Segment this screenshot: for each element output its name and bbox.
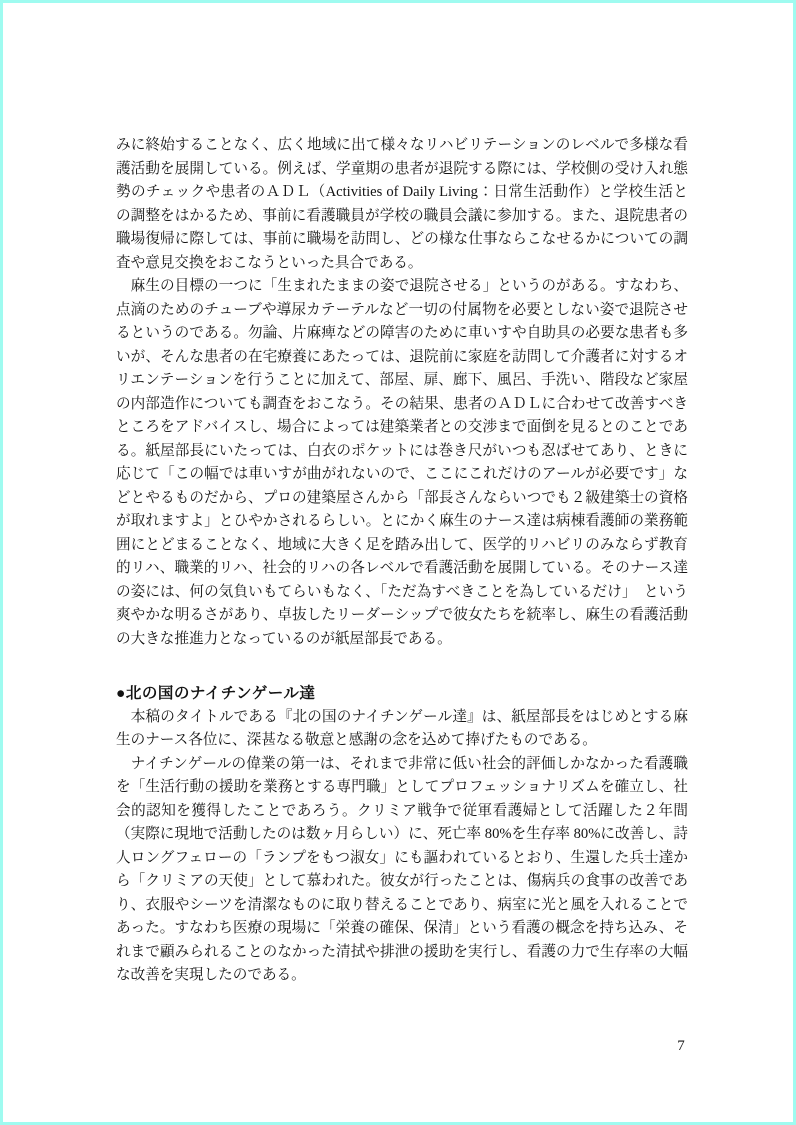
bullet-icon: ● (116, 685, 126, 702)
page-number: 7 (677, 1038, 685, 1054)
page-content (116, 134, 688, 988)
section-heading-text: 北の国のナイチンゲール達 (125, 685, 316, 702)
body-paragraph: 麻生の目標の一つに「生まれたままの姿で退院させる」というのがある。すなわち、点滴のためのチューブや導尿カテーテルなど一切の付属物を必要としない姿で退院させるというのである。勿論、片麻痺などの障害のために車いすや自助具の必要な患者も多いが、そんな患者の在宅療養にあたっては、退院前に家庭を訪問して介護者に対するオリエンテーションを行うことに加えて、部屋、扉、廊下、風呂、手洗い、階段など家屋の内部造作についても調査をおこなう。その結果、患者のＡＤＬに合わせて改善すべきところをアドバイスし、場合によっては建築業者との交渉まで面倒を見るとのことである。紙屋部長にいたっては、白衣のポケットには巻き尺がいつも忍ばせてあり、ときに応じて「この幅では車いすが曲がれないので、ここにこれだけのアールが必要です」などとやるものだから、プロの建築屋さんから「部長さんならいつでも２級建築士の資格が取れますよ」とひやかされるらしい。とにかく麻生のナース達は病棟看護師の業務範囲にとどまることなく、地域に大きく足を踏み出して、医学的リハビリのみならず教育的リハ、職業的リハ、社会的リハの各レベルで看護活動を展開している。そのナース達の姿には、何の気負いもてらいもなく、「ただ為すべきことを為しているだけ」 という爽やかな明るさがあり、卓抜したリーダーシップで彼女たちを統率し、麻生の看護活動の大きな推進力となっているのが紙屋部長である。 (116, 278, 688, 647)
body-paragraph: みに終始することなく、広く地域に出て様々なリハビリテーションのレベルで多様な看護活動を展開している。例えば、学童期の患者が退院する際には、学校側の受け入れ態勢のチェックや患者のＡＤＬ（Activities of Daily Living：日常生活動作）と学校生活との調整をはかるため、事前に看護職員が学校の職員会議に参加する。また、退院患者の職場復帰に際しては、事前に職場を訪問し、どの様な仕事ならこなせるかについての調査や意見交換をおこなうといった具合である。 (116, 137, 688, 271)
body-paragraph: 本稿のタイトルである『北の国のナイチンゲール達』は、紙屋部長をはじめとする麻生のナース各位に、深甚なる敬意と感謝の念を込めて捧げたものである。 (116, 708, 688, 748)
body-paragraph: ナイチンゲールの偉業の第一は、それまで非常に低い社会的評価しかなかった看護職を「生活行動の援助を業務とする専門職」としてプロフェッショナリズムを確立し、社会的認知を獲得したことであろう。クリミア戦争で従軍看護婦として活躍した２年間（実際に現地で活動したのは数ヶ月らしい）に、死亡率 80%を生存率 80%に改善し、詩人ロングフェローの「ランプをもつ淑女」にも謳われているとおり、生還した兵士達から「クリミアの天使」として慕われた。彼女が行ったことは、傷病兵の食事の改善であり、衣服やシーツを清潔なものに取り替えることであり、病室に光と風を入れることであった。すなわち医療の現場に「栄養の確保、保清」という看護の概念を持ち込み、それまで顧みられることのなかった清拭や排泄の援助を実行し、看護の力で生存率の大幅な改善を実現したのである。 (116, 755, 688, 983)
section-heading (116, 682, 688, 706)
